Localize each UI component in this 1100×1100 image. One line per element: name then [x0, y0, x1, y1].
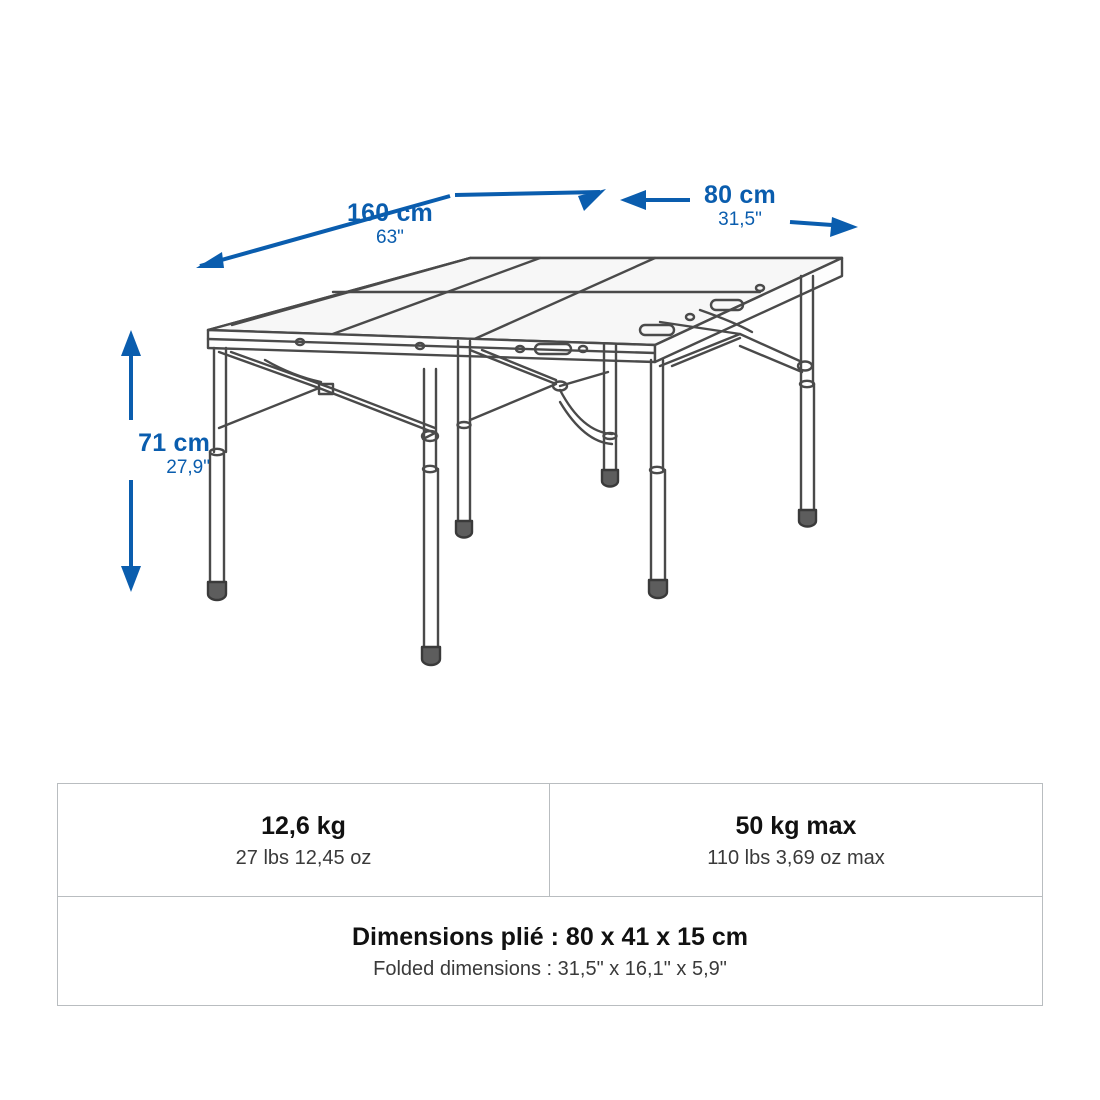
- folded-primary: Dimensions plié : 80 x 41 x 15 cm: [351, 922, 749, 951]
- table-row: [58, 784, 1042, 897]
- max-load-cell: [550, 784, 1042, 896]
- height-dimension-label: [60, 430, 210, 478]
- length-dimension-label: [300, 200, 480, 248]
- weight-cell: [58, 784, 550, 896]
- width-imperial: 31,5": [718, 209, 762, 231]
- specifications-table: [57, 783, 1043, 1006]
- length-imperial: 63": [376, 227, 404, 249]
- length-metric: 160 cm: [347, 199, 433, 227]
- length-arrow-line-2: [455, 192, 600, 195]
- max-load-primary: 50 kg max: [735, 812, 857, 840]
- folded-secondary: Folded dimensions : 31,5" x 16,1" x 5,9": [373, 957, 727, 980]
- height-metric: 71 cm: [138, 429, 210, 457]
- table-row: [58, 897, 1042, 1005]
- folded-dimensions-cell: [58, 897, 1042, 1005]
- weight-primary: 12,6 kg: [261, 812, 346, 840]
- width-dimension-label: [650, 182, 830, 230]
- table-outline: [208, 258, 842, 665]
- max-load-secondary: 110 lbs 3,69 oz max: [707, 846, 885, 869]
- width-metric: 80 cm: [704, 181, 776, 209]
- height-imperial: 27,9": [166, 457, 210, 479]
- dimension-arrows: [121, 189, 858, 592]
- weight-secondary: 27 lbs 12,45 oz: [235, 846, 372, 869]
